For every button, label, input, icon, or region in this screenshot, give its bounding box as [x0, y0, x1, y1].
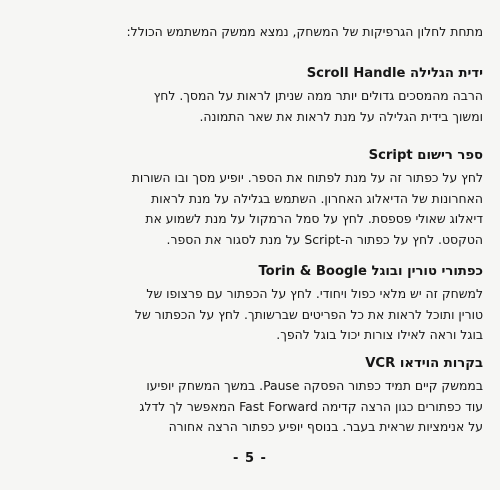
body-line: האחרונות של הדיאלוג האחרון. השתמש בגלילה על מנת לראות	[151, 190, 483, 206]
section-vcr	[28, 354, 483, 438]
page-number: - 5 -	[233, 451, 267, 466]
body-line: טורין ותוכל לראות את כל הפריטים שברשותך. לחץ על הכפתור של	[134, 306, 483, 322]
section-script	[28, 146, 483, 250]
section-body-scroll-handle	[28, 86, 483, 127]
body-line: בוגל וראה לאילו צורות יכול בוגל להפך.	[276, 327, 483, 342]
section-body-vcr	[28, 376, 483, 438]
intro-text: מתחת לחלון הגרפיקות של המשחק, נמצא ממשק המשתמש הכולל:	[126, 24, 483, 39]
body-line: על אנימציות שראית בעבר. בנוסף יופיע כפתור הרצה אחורה	[168, 419, 483, 434]
section-heading-torin-boogle: כפתורי טורין ובוגל Torin & Boogle	[258, 264, 483, 279]
body-line: למשחק זה יש מלאי כפול ויחודי. לחץ על הכפתור עם פרצופו של	[146, 286, 483, 301]
section-heading-scroll-handle: ידית הגלילה Scroll Handle	[306, 66, 483, 81]
section-body-script	[28, 168, 483, 250]
body-line: ומשוך בידית הגלילה על מנת לראות את שאר התמונה.	[199, 108, 483, 124]
section-heading-script: ספר רישום Script	[368, 148, 483, 163]
body-line: לחץ על כפתור זה על מנת לפתוח את הספר. יופיע מסך ובו השורות	[131, 170, 483, 185]
intro-paragraph	[28, 22, 483, 43]
body-line: הטקסט. לחץ על כפתור ה-Script על מנת לסגור את הספר.	[166, 231, 483, 247]
body-line: דיאלוג שאולי פספסת. לחץ על סמל הרמקול על מנת לשמוע את	[145, 211, 483, 226]
section-torin-boogle	[28, 262, 483, 346]
section-body-torin-boogle	[28, 284, 483, 346]
section-scroll-handle	[28, 64, 483, 127]
body-line: עוד כפתורים כגון הרצה קדימה Fast Forward המאפשר לך לדלג	[139, 398, 483, 414]
body-line: בממשק קיים תמיד כפתור הפסקה Pause. במשך המשחק יופיעו	[146, 378, 483, 393]
section-heading-vcr: בקרות הוידאו VCR	[365, 356, 483, 371]
body-line: הרבה מהמסכים גדולים יותר ממה שניתן לראות על המסך. לחץ	[153, 88, 483, 103]
